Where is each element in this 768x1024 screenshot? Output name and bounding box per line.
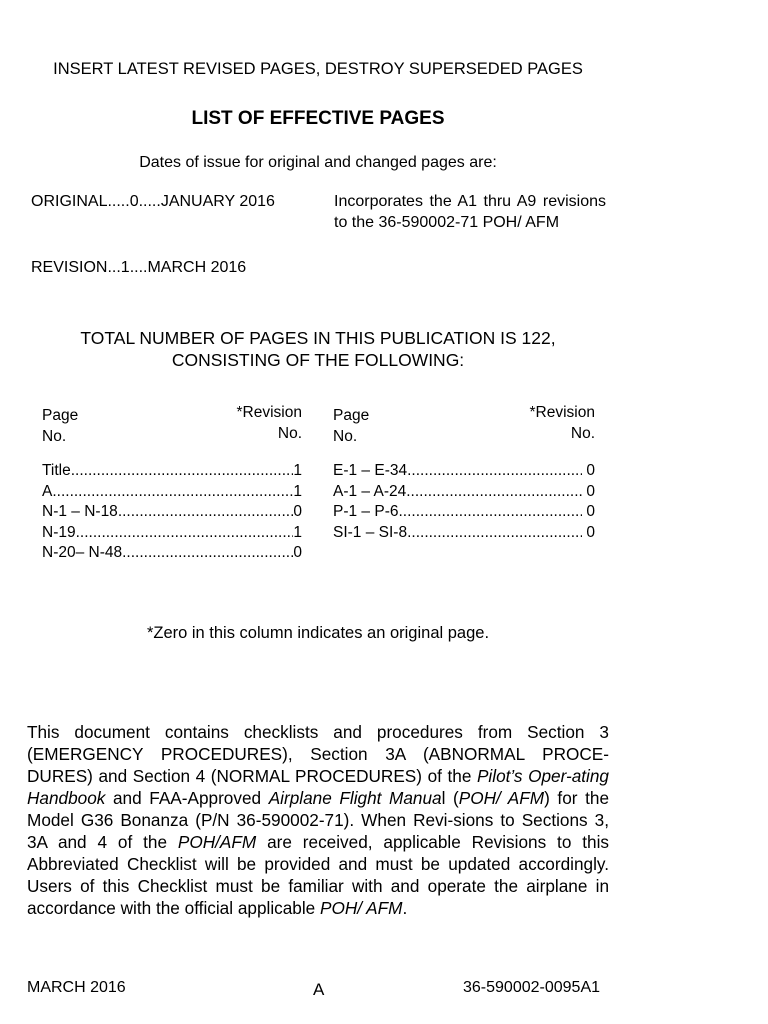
body-text: .	[402, 898, 408, 918]
document-description-paragraph	[27, 721, 609, 919]
page-header-no: No.	[42, 428, 67, 445]
page-range: P-1 – P-6	[333, 503, 399, 520]
page-range: A-1 – A-24	[333, 482, 407, 500]
footer-date: MARCH 2016	[27, 979, 126, 996]
dot-leader	[52, 482, 293, 503]
column-header	[42, 405, 302, 449]
body-italic-text: POH/AFM	[177, 832, 257, 852]
table-row	[42, 543, 302, 564]
dates-intro: Dates of issue for original and changed pages are:	[139, 154, 497, 171]
page-range: N-19	[42, 523, 76, 541]
table-row	[42, 461, 302, 482]
revision-header-no: No.	[570, 425, 595, 442]
revision-number: 0	[293, 544, 302, 561]
column-header	[333, 405, 595, 449]
total-pages-statement	[0, 327, 636, 371]
page-no-header	[333, 405, 393, 447]
insert-notice: INSERT LATEST REVISED PAGES, DESTROY SUPERSEDED PAGES	[53, 60, 583, 78]
left-rows	[42, 461, 302, 564]
revision-number: 1	[293, 482, 302, 500]
revision-number: 0	[586, 462, 595, 479]
revision-number: 1	[293, 462, 302, 479]
footer-document-number: 36-590002-0095A1	[463, 979, 601, 996]
table-row	[333, 502, 595, 523]
revision-number: 0	[293, 503, 302, 520]
total-line-2: CONSISTING OF THE FOLLOWING:	[171, 350, 465, 370]
revision-header-label: *Revision	[529, 404, 595, 421]
revision-no-header	[485, 402, 595, 444]
table-row	[42, 502, 302, 523]
revision-header-label: *Revision	[236, 404, 302, 421]
dot-leader	[407, 461, 582, 482]
revision-number: 1	[293, 523, 302, 541]
page-header-no: No.	[333, 428, 358, 445]
dot-leader	[71, 461, 294, 482]
zero-revision-note: *Zero in this column indicates an original page.	[146, 624, 490, 642]
revision-no-header	[192, 402, 302, 444]
page-no-header	[42, 405, 102, 447]
page-range: E-1 – E-34	[333, 462, 408, 479]
page-header-label: Page	[42, 407, 79, 424]
table-row	[333, 523, 595, 544]
body-text: and FAA-Approved	[105, 788, 269, 808]
right-rows	[333, 461, 595, 543]
revision-issue: REVISION...1....MARCH 2016	[31, 259, 247, 276]
body-italic-text: POH/ AFM	[320, 898, 403, 918]
page-header-label: Page	[333, 407, 370, 424]
dot-leader	[398, 502, 582, 523]
body-text: ) for the Model G36 Bonanza (P/N 36-590002-71). When Revi-sions to Sections 3, 3A and 4 of the	[27, 788, 610, 852]
page-range: N-20– N-48	[42, 544, 123, 561]
footer-page-number: A	[313, 980, 325, 999]
page-range: A	[42, 482, 53, 500]
dot-leader	[406, 482, 582, 503]
dot-leader	[118, 502, 294, 523]
effective-pages-column-right	[333, 405, 595, 543]
table-row	[333, 461, 595, 482]
table-row	[333, 482, 595, 503]
body-italic-text: Airplane Flight Manua	[268, 788, 442, 808]
total-line-1: TOTAL NUMBER OF PAGES IN THIS PUBLICATION IS 122,	[80, 328, 556, 348]
table-row	[42, 482, 302, 503]
dot-leader	[76, 523, 294, 544]
page-title: LIST OF EFFECTIVE PAGES	[191, 108, 445, 129]
dot-leader	[407, 523, 582, 544]
incorporates-note: Incorporates the A1 thru A9 revisions to the 36-590002-71 POH/ AFM	[334, 193, 606, 231]
page-range: Title	[42, 462, 71, 479]
original-issue: ORIGINAL.....0.....JANUARY 2016	[31, 193, 275, 210]
page-range: SI-1 – SI-8	[333, 523, 408, 541]
revision-number: 0	[586, 503, 595, 520]
body-text: This document contains checklists and procedures from Section 3 (EMERGENCY PROCEDURES), Section 3A (ABNORMAL PROCE-DURES) and Section 4 (NORMAL PROCEDURES) of the	[27, 722, 609, 786]
body-text: l (	[441, 788, 459, 808]
body-italic-text: POH/ AFM	[458, 788, 545, 808]
dot-leader	[122, 543, 293, 564]
body-italic-text: Pilot’s Oper-ating Handbook	[27, 766, 609, 808]
revision-number: 0	[586, 523, 595, 541]
table-row	[42, 523, 302, 544]
effective-pages-column-left	[42, 405, 302, 564]
body-text: are received, applicable Revisions to this Abbreviated Checklist will be provided and must be updated accordingly. Users of this Checklist must be familiar with and operate the airplane in accordance with the official applicable	[27, 832, 609, 918]
revision-header-no: No.	[277, 425, 302, 442]
revision-number: 0	[586, 482, 595, 500]
page-range: N-1 – N-18	[42, 503, 118, 520]
